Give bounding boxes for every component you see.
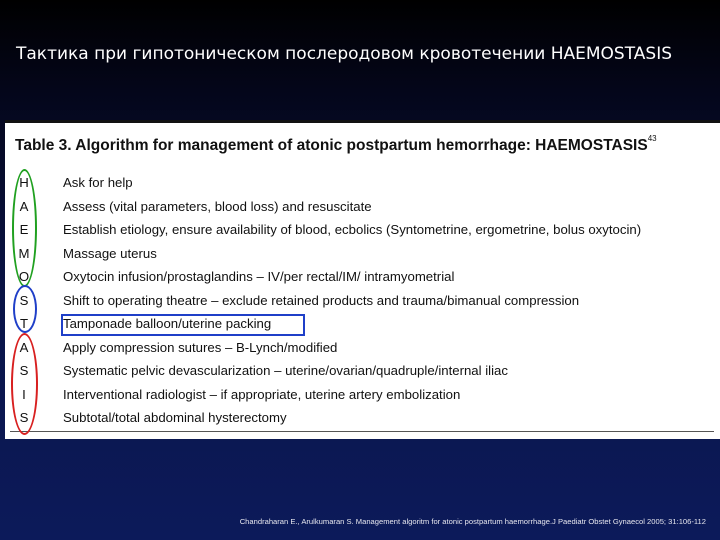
table-row <box>5 312 720 336</box>
row-letter: I <box>22 386 26 402</box>
row-letter: M <box>18 245 30 261</box>
row-action: Oxytocin infusion/prostaglandins – IV/per rectal/IM/ intramyometrial <box>63 269 455 284</box>
table-bottom-rule <box>10 431 714 432</box>
row-letter: T <box>19 316 29 331</box>
row-letter: S <box>19 292 29 308</box>
table-heading-reference: 43 <box>647 134 657 143</box>
table-row <box>5 406 720 430</box>
row-letter: A <box>19 198 29 214</box>
row-action: Assess (vital parameters, blood loss) and resuscitate <box>63 198 372 214</box>
table-heading-text: Table 3. Algorithm for management of atonic postpartum hemorrhage: HAEMOSTASIS <box>15 137 648 155</box>
row-letter: A <box>19 339 29 355</box>
table-row <box>5 265 720 289</box>
table-row <box>5 336 720 360</box>
row-action: Massage uterus <box>63 245 157 261</box>
table-heading <box>15 134 657 155</box>
row-action: Establish etiology, ensure availability of blood, ecbolics (Syntometrine, ergometrine, bolus oxytocin) <box>63 222 642 237</box>
algorithm-table <box>5 120 720 439</box>
table-row <box>5 171 720 195</box>
row-action: Tamponade balloon/uterine packing <box>63 316 272 331</box>
row-action: Interventional radiologist – if appropriate, uterine artery embolization <box>63 386 461 402</box>
row-action: Shift to operating theatre – exclude retained products and trauma/bimanual compression <box>63 292 580 308</box>
row-letter: O <box>18 269 30 284</box>
table-row <box>5 289 720 313</box>
row-letter: E <box>19 222 29 237</box>
row-letter: H <box>19 175 29 190</box>
slide-title: Тактика при гипотоническом послеродовом кровотечении HAEMOSTASIS <box>16 44 673 64</box>
row-action: Subtotal/total abdominal hysterectomy <box>63 410 287 425</box>
table-row <box>5 359 720 383</box>
row-letter: S <box>19 363 29 378</box>
table-row <box>5 242 720 266</box>
table-row <box>5 383 720 407</box>
table-row <box>5 218 720 242</box>
citation: Chandraharan E., Arulkumaran S. Management algoritm for atonic postpartum haemorrhage.J Paediatr Obstet Gynaecol 2005; 31:106-112 <box>239 517 706 526</box>
table-row <box>5 195 720 219</box>
row-action: Apply compression sutures – B-Lynch/modified <box>63 339 338 355</box>
row-action: Ask for help <box>63 175 133 190</box>
row-action: Systematic pelvic devascularization – uterine/ovarian/quadruple/internal iliac <box>63 363 508 378</box>
row-letter: S <box>19 410 29 425</box>
